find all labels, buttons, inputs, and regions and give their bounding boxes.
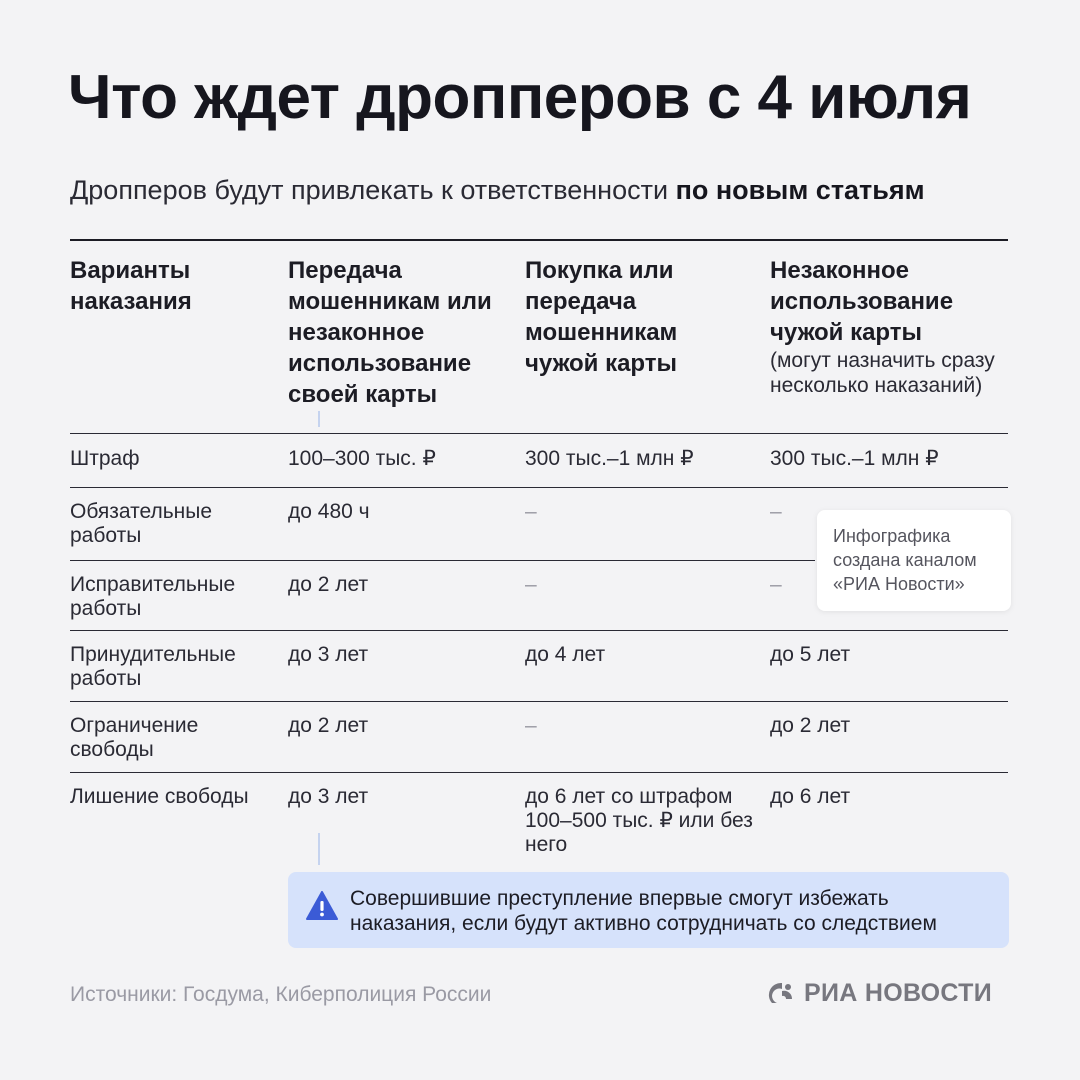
cell: – bbox=[525, 714, 537, 737]
cell: – bbox=[525, 573, 537, 596]
header-other-card bbox=[770, 255, 1010, 398]
row-divider bbox=[70, 487, 1008, 488]
row-divider bbox=[70, 630, 1008, 631]
cell: до 3 лет bbox=[288, 643, 369, 666]
cell: 300 тыс.–1 млн ₽ bbox=[525, 447, 694, 470]
ria-logo bbox=[768, 978, 992, 1008]
cell: до 2 лет bbox=[288, 714, 369, 737]
header-other-card-title: Незаконное использование чужой карты bbox=[770, 257, 954, 346]
row-divider bbox=[70, 560, 815, 561]
row-divider bbox=[70, 701, 1008, 702]
warning-text bbox=[350, 886, 937, 936]
header-buy-card: Покупка или передача мошенникам чужой карты bbox=[525, 257, 678, 377]
row-label-mandatory-work: Обязательные работы bbox=[70, 500, 213, 547]
cell: до 6 лет bbox=[770, 785, 851, 808]
cell: до 3 лет bbox=[288, 785, 369, 808]
header-note: (могут назначить сразу несколько наказаний) bbox=[770, 349, 995, 397]
cell: 100–300 тыс. ₽ bbox=[288, 447, 436, 470]
page-title: Что ждет дропперов с 4 июля bbox=[68, 63, 972, 132]
accent-tick bbox=[318, 833, 320, 865]
row-label-imprisonment: Лишение свободы bbox=[70, 785, 249, 808]
attribution-tooltip: Инфографика создана каналом «РИА Новости» bbox=[817, 510, 1011, 611]
cell: – bbox=[525, 500, 537, 523]
cell: до 4 лет bbox=[525, 643, 606, 666]
ria-logo-text: РИА НОВОСТИ bbox=[804, 978, 992, 1007]
cell: до 2 лет bbox=[288, 573, 369, 596]
ria-logo-icon bbox=[768, 979, 796, 1007]
accent-tick bbox=[318, 411, 320, 427]
subtitle-bold: по новым статьям bbox=[675, 175, 925, 205]
row-label-forced-labor: Принудительные работы bbox=[70, 643, 236, 690]
cell: до 2 лет bbox=[770, 714, 851, 737]
cell: 300 тыс.–1 млн ₽ bbox=[770, 447, 939, 470]
warning-icon bbox=[306, 891, 338, 921]
cell: до 6 лет со штрафом 100–500 тыс. ₽ или без него bbox=[525, 785, 753, 856]
cell: – bbox=[770, 573, 782, 596]
warning-line-1: Совершившие преступление впервые смогут избежать bbox=[350, 887, 889, 910]
cell: до 5 лет bbox=[770, 643, 851, 666]
cell: до 480 ч bbox=[288, 500, 370, 523]
warning-line-2: наказания, если будут активно сотрудничать со следствием bbox=[350, 912, 937, 935]
cell: – bbox=[770, 500, 782, 523]
row-label-fine: Штраф bbox=[70, 447, 140, 470]
table-top-rule bbox=[70, 239, 1008, 241]
row-divider bbox=[70, 772, 1008, 773]
header-variants: Варианты наказания bbox=[70, 257, 192, 315]
warning-note bbox=[288, 872, 1009, 948]
row-label-correctional-work: Исправительные работы bbox=[70, 573, 236, 620]
source-line: Источники: Госдума, Киберполиция России bbox=[70, 983, 492, 1006]
subtitle-text: Дропперов будут привлекать к ответственности bbox=[70, 175, 676, 205]
header-own-card: Передача мошенникам или незаконное использование своей карты bbox=[288, 257, 492, 408]
row-divider bbox=[70, 433, 1008, 434]
row-label-restriction-of-liberty: Ограничение свободы bbox=[70, 714, 199, 761]
subtitle bbox=[70, 172, 925, 208]
